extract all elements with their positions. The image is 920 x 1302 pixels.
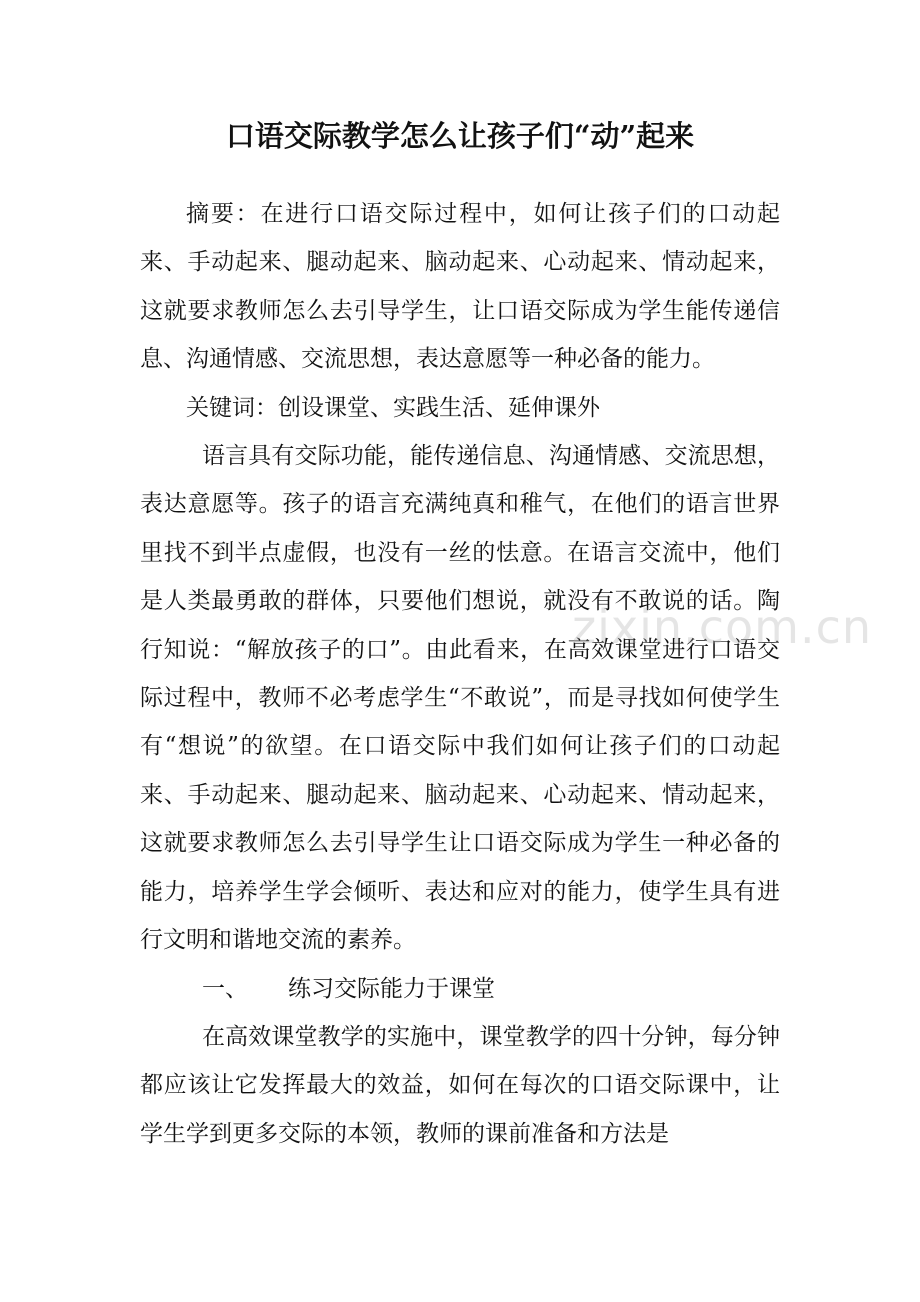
document-title: 口语交际教学怎么让孩子们“动”起来 — [225, 119, 695, 153]
watermark: zixin.com.cn — [572, 600, 873, 654]
section-number: 一、 — [202, 975, 248, 1002]
body-paragraph-1: 语言具有交际功能，能传递信息、沟通情感、交流思想，表达意愿等。孩子的语言充满纯真和稚气，在他们的语言世界里找不到半点虚假，也没有一丝的怯意。在语言交流中，他们是人类最勇敢的群体，只要他们想说，就没有不敢说的话。陶行知说：“解放孩子的口”。由此看来，在高效课堂进行口语交际过程中，教师不必考虑学生“不敢说”，而是寻找如何使学生有“想说”的欲望。在口语交际中我们如何让孩子们的口动起来、手动起来、腿动起来、脑动起来、心动起来、情动起来，这就要求教师怎么去引导学生让口语交际成为学生一种必备的能力，培养学生学会倾听、表达和应对的能力，使学生具有进行文明和谐地交流的素养。 — [140, 443, 780, 954]
keywords-line: 关键词：创设课堂、实践生活、延伸课外 — [186, 394, 600, 421]
section-title: 练习交际能力于课堂 — [288, 975, 495, 1002]
section-heading-1 — [140, 965, 780, 1013]
document-body — [140, 190, 780, 1158]
body-paragraph-2: 在高效课堂教学的实施中，课堂教学的四十分钟，每分钟都应该让它发挥最大的效益，如何在每次的口语交际课中，让学生学到更多交际的本领，教师的课前准备和方法是 — [140, 1023, 780, 1147]
abstract-paragraph: 摘要：在进行口语交际过程中，如何让孩子们的口动起来、手动起来、腿动起来、脑动起来、心动起来、情动起来，这就要求教师怎么去引导学生，让口语交际成为学生能传递信息、沟通情感、交流思想，表达意愿等一种必备的能力。 — [140, 201, 780, 373]
